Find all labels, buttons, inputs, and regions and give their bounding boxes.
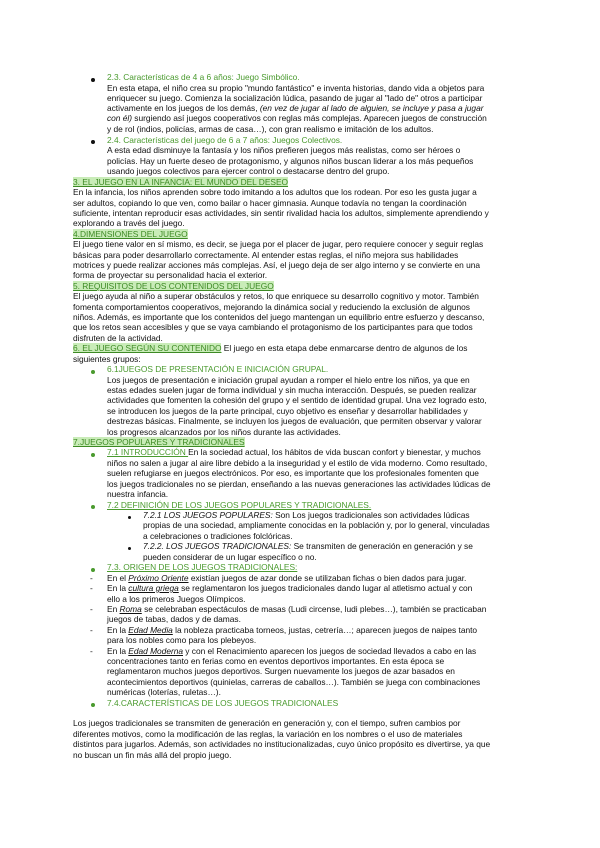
- paragraph-line: explorando a través del juego.: [73, 218, 185, 228]
- paragraph-line: destrezas básicas. Finalmente, se incluyen los juegos de evaluación, que permiten observar y valorar: [107, 416, 482, 426]
- section-7-3-heading: 7.3. ORIGEN DE LOS JUEGOS TRADICIONALES:: [107, 562, 298, 572]
- bullet: [91, 453, 95, 457]
- paragraph-line: básicas para poder desarrollarlo correctamente. Al entender estas reglas, el niño mejora sus habilidades: [73, 250, 459, 260]
- section-7-1-line: 7.1 INTRODUCCIÓN En la sociedad actual, los hábitos de vida buscan confort y bienestar, y muchos: [107, 447, 481, 457]
- paragraph-line: disfruten de la actividad.: [73, 333, 163, 343]
- paragraph-line: con él) surgiendo así juegos cooperativos con reglas más complejas. Aparecen juegos de construcción: [107, 113, 487, 123]
- section-6-heading: 6. EL JUEGO SEGÚN SU CONTENIDO El juego en esta etapa debe enmarcarse dentro de algunos de los: [73, 343, 468, 353]
- paragraph-line: para los nobles como para los plebeyos.: [107, 635, 257, 645]
- paragraph-line: activamente en los juegos de los demás, (en vez de jugar al lado de alguien, se incluye y pasa a jugar: [107, 103, 484, 113]
- paragraph-line: no buscan un fin más allá del propio juego.: [73, 750, 232, 760]
- paragraph-line: que los retos sean accesibles y que se vaya cambiando el protagonismo de los participantes para que todos: [73, 322, 473, 332]
- bullet: [91, 140, 95, 144]
- paragraph-line: diferentes motivos, como la modificación de las reglas, la variación en los nombres o el uso de materiales: [73, 729, 463, 739]
- paragraph-line: juegos de tabas, dados y de damas.: [107, 614, 241, 624]
- paragraph-line: niños. Además, es importante que los contenidos del juego mantengan un equilibrio entre esfuerzo y descanso,: [73, 312, 485, 322]
- paragraph-line: policías. Hay un fuerte deseo de protagonismo, y algunos niños buscan liderar a los más pequeños: [107, 156, 474, 166]
- paragraph-line: numéricas (loterías, ruletas…).: [107, 687, 221, 697]
- section-7-2-2-line: 7.2.2. LOS JUEGOS TRADICIONALES: Se transmiten de generación en generación y se: [143, 541, 473, 551]
- bullet: [91, 370, 95, 374]
- paragraph-line: enriquecer su juego. Comienza la socialización lúdica, pasando de jugar al "lado de" otros a participar: [107, 93, 483, 103]
- paragraph-line: suelen refugiarse en juegos electrónicos. Por eso, es importante que los profesionales fomenten que: [107, 468, 479, 478]
- paragraph-line: a celebraciones o tradiciones folclóricas.: [143, 531, 293, 541]
- paragraph-line: concentraciones tanto en ferias como en eventos deportivos importantes. En esta época se: [107, 656, 445, 666]
- paragraph-line: ser adultos, copiando lo que ven, como bailar o hacer gimnasia. Aunque todavía no tengan la coordinación: [73, 198, 467, 208]
- section-7-heading: 7.JUEGOS POPULARES Y TRADICIONALES: [73, 437, 245, 447]
- paragraph-line: motrices y puede realizar acciones más complejas. Así, el juego deja de ser algo interno y se convierte en una: [73, 260, 481, 270]
- section-2-4-heading: 2.4. Características del juego de 6 a 7 años: Juegos Colectivos.: [107, 135, 343, 145]
- paragraph-line: Los juegos tradicionales se transmiten de generación en generación y, con el tiempo, sufren cambios por: [73, 718, 461, 728]
- section-6-1-heading: 6.1JUEGOS DE PRESENTACIÓN E INICIACIÓN GRUPAL.: [107, 364, 329, 374]
- dash-marker: -: [90, 625, 93, 635]
- dash-marker: -: [90, 573, 93, 583]
- paragraph-line: siguientes grupos:: [73, 354, 141, 364]
- origin-item: En el Próximo Oriente existían juegos de azar donde se utilizaban fichas o bien dados para jugar.: [107, 573, 467, 583]
- paragraph-line: actividades que fomenten la cohesión del grupo y el sentido de identidad grupal. Una vez logrado esto,: [107, 395, 487, 405]
- paragraph-line: y de rol (indios, policías, armas de casa…), con gran realismo e imitación de los adultos.: [107, 124, 434, 134]
- dash-marker: -: [90, 646, 93, 656]
- bullet: [128, 516, 131, 519]
- section-7-2-1-line: 7.2.1 LOS JUEGOS POPULARES: Son Los juegos tradicionales son actividades lúdicas: [143, 510, 470, 520]
- origin-item: En Roma se celebraban espectáculos de masas (Ludi circense, ludi plebes…), también se practicaban: [107, 604, 487, 614]
- origin-item: En la Edad Media la nobleza practicaba torneos, justas, cetrería…; aparecen juegos de naipes tanto: [107, 625, 478, 635]
- paragraph-line: nuestra infancia.: [107, 489, 169, 499]
- paragraph-line: usando juegos colectivos para ejercer control o destacarse dentro del grupo.: [107, 166, 390, 176]
- section-5-heading: 5. REQUISITOS DE LOS CONTENIDOS DEL JUEGO: [73, 281, 274, 291]
- section-2-3-heading: 2.3. Características de 4 a 6 años: Juego Simbólico.: [107, 72, 300, 82]
- dash-marker: -: [90, 583, 93, 593]
- paragraph-line: El juego tiene valor en sí mismo, es decir, se juega por el placer de jugar, pero requiere conocer y seguir reglas: [73, 239, 484, 249]
- bullet: [91, 703, 95, 707]
- paragraph-line: pueden considerar de un lugar específico o no.: [143, 552, 317, 562]
- paragraph-line: los progresos alcanzados por los niños durante las actividades.: [107, 427, 341, 437]
- origin-item: En la cultura griega se reglamentaron los juegos tradicionales dando lugar al atletismo actual y con: [107, 583, 473, 593]
- paragraph-line: forma de proyectar su personalidad hacia el exterior.: [73, 270, 267, 280]
- paragraph-line: suficiente, intentan reproducir esas actividades, sin sentir rivalidad hacia los adultos, simplemente aprendiendo y: [73, 208, 489, 218]
- paragraph-line: niños no salen a jugar al aire libre debido a la inseguridad y el estilo de vida moderno. Como resultado,: [107, 458, 488, 468]
- paragraph-line: ello a los primeros Juegos Olímpicos.: [107, 594, 246, 604]
- origin-item: En la Edad Moderna y con el Renacimiento aparecen los juegos de sociedad llevados a cabo en las: [107, 646, 477, 656]
- section-3-heading: 3. EL JUEGO EN LA INFANCIA: EL MUNDO DEL DESEO: [73, 177, 289, 187]
- section-7-2-heading: 7.2 DEFINICIÓN DE LOS JUEGOS POPULARES Y TRADICIONALES.: [107, 500, 372, 510]
- paragraph-line: A esta edad disminuye la fantasía y los niños prefieren juegos más realistas, como ser héroes o: [107, 145, 461, 155]
- paragraph-line: distintos para jugarlos. Además, son actividades no institucionalizadas, cuyo único propósito es divertirse, ya que: [73, 739, 491, 749]
- section-4-heading: 4.DIMENSIONES DEL JUEGO: [73, 229, 188, 239]
- paragraph-line: En esta etapa, el niño crea su propio "mundo fantástico" e inventa historias, dando vida a objetos para: [107, 83, 485, 93]
- paragraph-line: acontecimientos deportivos (quinielas, carreras de caballos…). También se juega con combinaciones: [107, 677, 481, 687]
- paragraph-line: se introducen los juegos de la parte principal, cuyo objetivo es enseñar y desarrollar habilidades y: [107, 406, 468, 416]
- paragraph-line: estas edades suelen jugar de forma individual y sin mucha interacción. Después, se pueden realizar: [107, 385, 477, 395]
- section-7-4-heading: 7.4.CARACTERÍSTICAS DE LOS JUEGOS TRADICIONALES: [107, 698, 339, 708]
- paragraph-line: propias de una sociedad, ampliamente conocidas en la población y, por lo general, vinculadas: [143, 520, 490, 530]
- bullet: [128, 547, 131, 550]
- paragraph-line: reglamentaron muchos juegos deportivos. Surgen nuevamente los juegos de azar basados en: [107, 666, 455, 676]
- paragraph-line: En la infancia, los niños aprenden sobre todo imitando a los adultos que los rodean. Por eso les gusta jugar a: [73, 187, 477, 197]
- paragraph-line: los juegos tradicionales no se pierdan, enseñando a las nuevas generaciones las actividades lúdicas de: [107, 479, 491, 489]
- bullet: [91, 505, 95, 509]
- bullet: [91, 568, 95, 572]
- dash-marker: -: [90, 604, 93, 614]
- bullet: [91, 78, 95, 82]
- paragraph-line: fomenta comportamientos cooperativos, mejorando la dinámica social y reduciendo la exclusión de algunos: [73, 302, 470, 312]
- paragraph-line: El juego ayuda al niño a superar obstáculos y retos, lo que enriquece su desarrollo cognitivo y motor. También: [73, 291, 479, 301]
- paragraph-line: Los juegos de presentación e iniciación grupal ayudan a romper el hielo entre los niños, ya que en: [107, 375, 470, 385]
